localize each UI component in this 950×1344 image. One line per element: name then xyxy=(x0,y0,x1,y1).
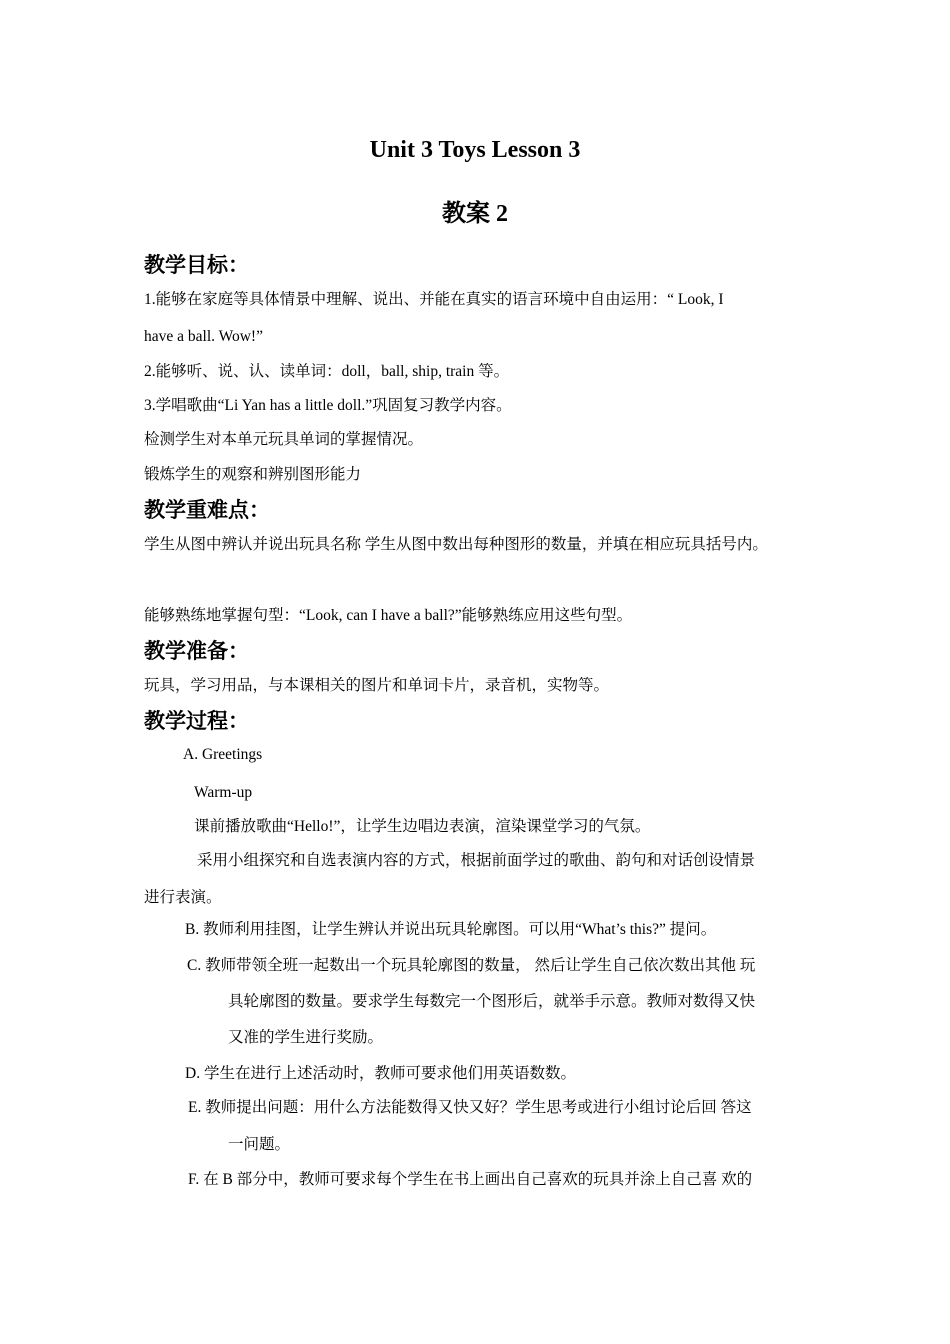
objective-line: 3.学唱歌曲“Li Yan has a little doll.”巩固复习教学内容。 xyxy=(144,397,512,414)
section-heading-preparation: 教学准备： xyxy=(144,639,249,663)
objective-line: have a ball. Wow!” xyxy=(144,328,263,345)
section-heading-process: 教学过程： xyxy=(144,709,249,733)
section-heading-key-points: 教学重难点： xyxy=(144,498,270,522)
objective-line: 1.能够在家庭等具体情景中理解、说出、并能在真实的语言环境中自由运用：“ Look, I xyxy=(144,291,724,308)
process-line: C. 教师带领全班一起数出一个玩具轮廓图的数量， 然后让学生自己依次数出其他 玩 xyxy=(187,957,756,974)
objective-line: 锻炼学生的观察和辨别图形能力 xyxy=(144,466,362,483)
document-title: Unit 3 Toys Lesson 3 xyxy=(369,137,581,163)
process-line: 一问题。 xyxy=(228,1136,291,1153)
preparation-line: 玩具，学习用品，与本课相关的图片和单词卡片，录音机，实物等。 xyxy=(144,677,610,694)
process-line: 采用小组探究和自选表演内容的方式，根据前面学过的歌曲、韵句和对话创设情景 xyxy=(197,852,756,869)
process-line: 又准的学生进行奖励。 xyxy=(228,1029,384,1046)
process-line: 课前播放歌曲“Hello!”，让学生边唱边表演，渲染课堂学习的气氛。 xyxy=(194,818,651,835)
process-line: F. 在 B 部分中，教师可要求每个学生在书上画出自己喜欢的玩具并涂上自己喜 欢的 xyxy=(188,1171,753,1188)
process-line: B. 教师利用挂图，让学生辨认并说出玩具轮廓图。可以用“What’s this?” 提问。 xyxy=(185,921,717,938)
document-subtitle: 教案 2 xyxy=(442,201,508,227)
key-point-line: 能够熟练地掌握句型：“Look, can I have a ball?”能够熟练应用这些句型。 xyxy=(144,607,633,624)
process-line: E. 教师提出问题：用什么方法能数得又快又好？学生思考或进行小组讨论后回 答这 xyxy=(188,1099,752,1116)
process-line: 进行表演。 xyxy=(144,889,222,906)
process-line: Warm-up xyxy=(194,784,253,801)
process-line: D. 学生在进行上述活动时，教师可要求他们用英语数数。 xyxy=(185,1065,576,1082)
process-line: 具轮廓图的数量。要求学生每数完一个图形后，就举手示意。教师对数得又快 xyxy=(228,993,756,1010)
key-point-line: 学生从图中辨认并说出玩具名称 学生从图中数出每种图形的数量，并填在相应玩具括号内。 xyxy=(144,536,768,553)
objective-line: 2.能够听、说、认、读单词：doll，ball, ship, train 等。 xyxy=(144,363,510,380)
section-heading-objectives: 教学目标： xyxy=(144,253,249,277)
process-line: A. Greetings xyxy=(183,746,263,763)
objective-line: 检测学生对本单元玩具单词的掌握情况。 xyxy=(144,431,424,448)
